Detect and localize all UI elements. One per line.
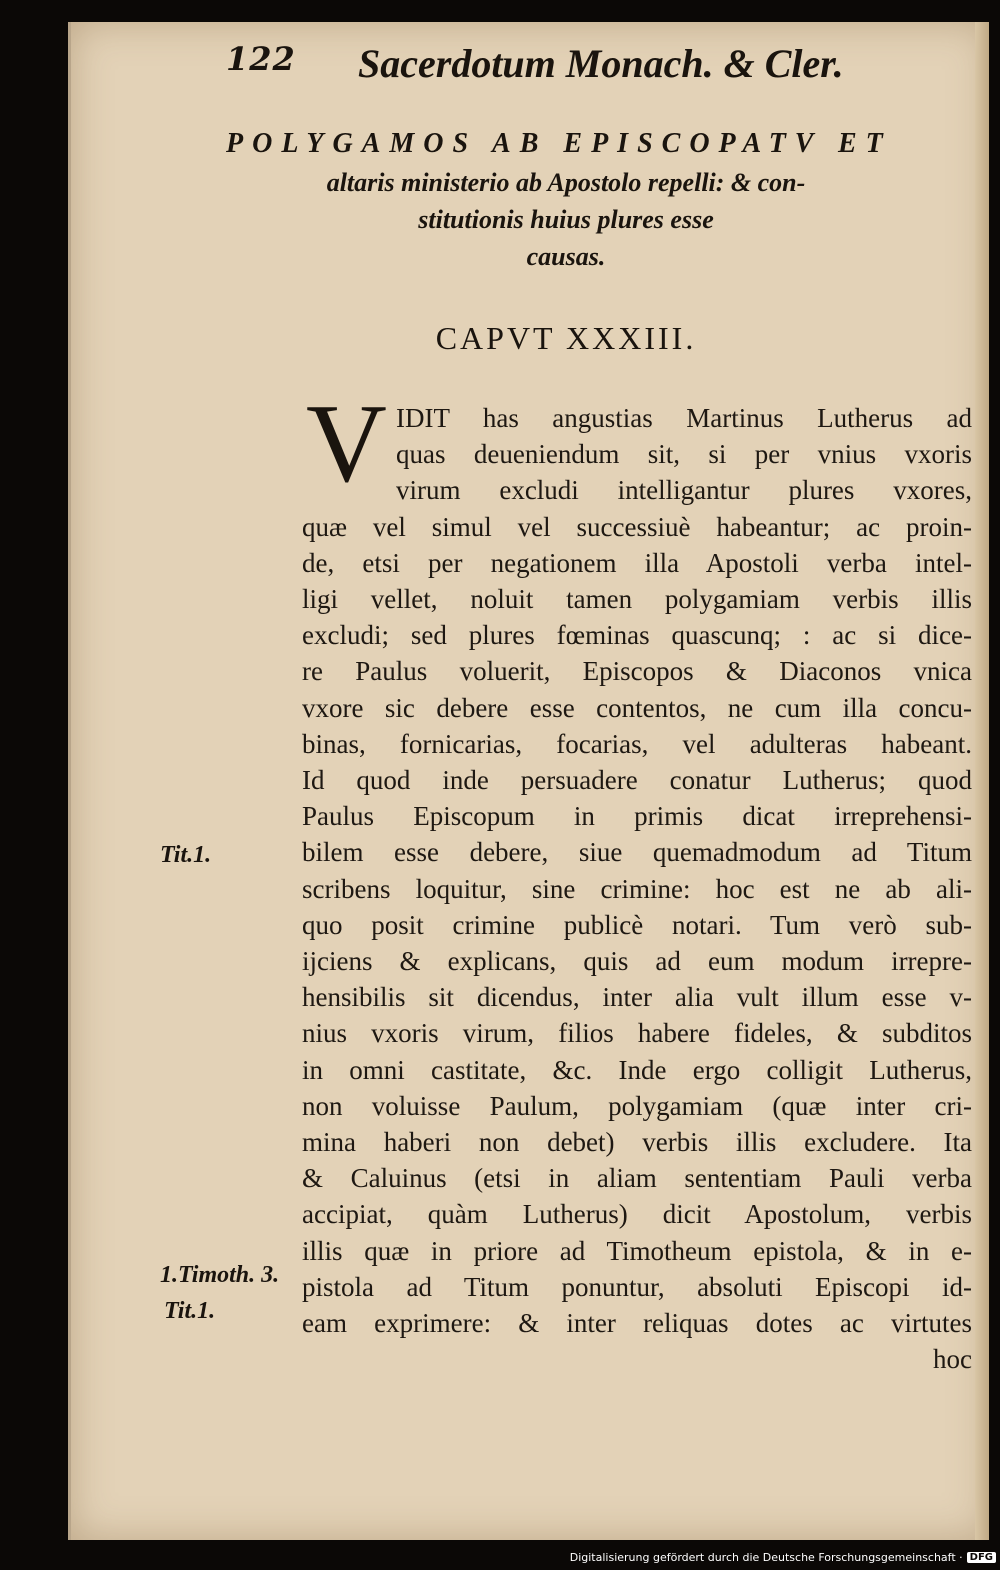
body-text — [302, 400, 972, 1377]
footer-text: Digitalisierung gefördert durch die Deutsche Forschungsgemeinschaft · — [569, 1551, 963, 1564]
chapter-heading: CAPVT XXXIII. — [435, 320, 697, 356]
margin-note-timoth: 1.Timoth. 3. — [160, 1262, 280, 1288]
body-line: vxore sic debere esse contentos, ne cum illa concu- — [302, 692, 972, 723]
body-line: hensibilis sit dicendus, inter alia vult illum esse v- — [302, 982, 972, 1013]
body-line: scribens loquitur, sine crimine: hoc est ne ab ali- — [302, 873, 972, 904]
running-head: Sacerdotum Monach. & Cler. — [358, 41, 844, 86]
body-line: excludi; sed plures fœminas quascunq; : ac si dice- — [302, 620, 972, 651]
body-line: virum excludi intelligantur plures vxores, — [396, 475, 972, 506]
body-line: nius vxoris virum, filios habere fideles, & subditos — [302, 1018, 972, 1049]
body-line: illis quæ in priore ad Timotheum epistola, & in e- — [302, 1235, 972, 1266]
page-number: 122 — [226, 40, 296, 78]
title-line-2: altaris ministerio ab Apostolo repelli: & con- — [326, 168, 806, 197]
body-line: bilem esse debere, siue quemadmodum ad Titum — [302, 837, 972, 868]
body-line: binas, fornicarias, focarias, vel adulteras habeant. — [302, 728, 972, 759]
body-line: Paulus Episcopum in primis dicat irreprehensi- — [302, 801, 972, 832]
body-line: quo posit crimine publicè notari. Tum verò sub- — [302, 909, 972, 940]
body-line: mina haberi non debet) verbis illis excludere. Ita — [302, 1127, 972, 1158]
body-line: in omni castitate, &c. Inde ergo colligit Lutherus, — [302, 1054, 972, 1085]
body-line: ijciens & explicans, quis ad eum modum irrepre- — [302, 946, 972, 977]
body-line: & Caluinus (etsi in aliam sententiam Pauli verba — [302, 1163, 972, 1194]
title-line-1: POLYGAMOS AB EPISCOPATV ET — [226, 128, 892, 159]
body-line: accipiat, quàm Lutherus) dicit Apostolum, verbis — [302, 1199, 972, 1230]
body-line: IDIT has angustias Martinus Lutherus ad — [396, 403, 972, 433]
body-line: re Paulus voluerit, Episcopos & Diaconos vnica — [302, 656, 972, 687]
title-line-4: causas. — [526, 242, 606, 271]
page-header — [226, 40, 906, 90]
dfg-logo-icon: DFG — [967, 1552, 996, 1563]
drop-cap: V — [306, 382, 387, 506]
body-line: quæ vel simul vel successiuè habeantur; ac proin- — [302, 511, 972, 542]
chapter-title-block — [226, 128, 906, 275]
body-line: de, etsi per negationem illa Apostoli verba intel- — [302, 547, 972, 578]
margin-note-tit: Tit.1. — [160, 842, 212, 868]
body-line: pistola ad Titum ponuntur, absoluti Episcopi id- — [302, 1271, 972, 1302]
margin-note-tit-2: Tit.1. — [164, 1298, 216, 1324]
body-line: quas deueniendum sit, si per vnius vxoris — [396, 439, 972, 470]
title-line-3: stitutionis huius plures esse — [418, 205, 714, 234]
page-edge — [975, 22, 989, 1540]
digitization-footer — [570, 1551, 996, 1564]
body-line: eam exprimere: & inter reliquas dotes ac virtutes — [302, 1308, 972, 1339]
body-line: Id quod inde persuadere conatur Lutherus; quod — [302, 765, 972, 796]
body-line: ligi vellet, noluit tamen polygamiam verbis illis — [302, 584, 972, 615]
body-line: non voluisse Paulum, polygamiam (quæ inter cri- — [302, 1090, 972, 1121]
catchword: hoc — [933, 1344, 972, 1375]
